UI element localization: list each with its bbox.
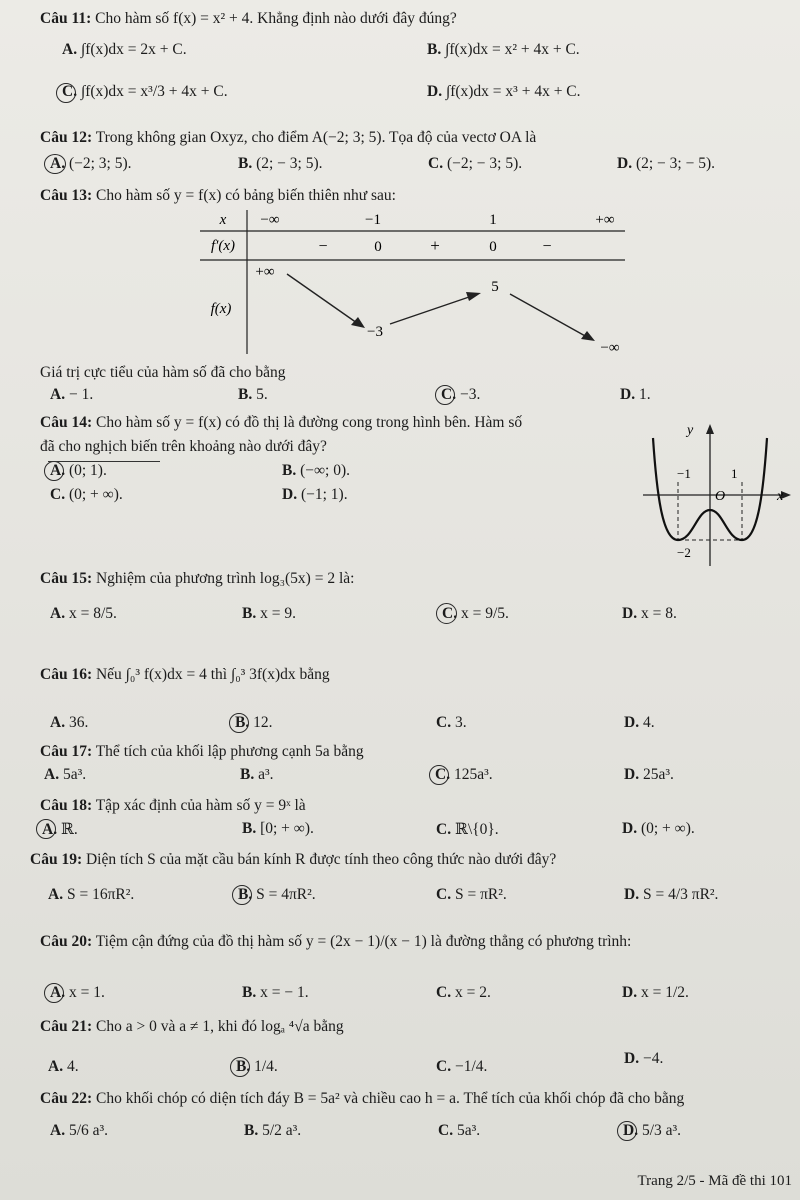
q16-option-a: A. 36. xyxy=(50,714,89,731)
q19-option-d: D. S = 4/3 πR². xyxy=(624,886,719,903)
question-label: Câu 17: xyxy=(40,743,93,760)
q17-option-a: A. 5a³. xyxy=(44,766,87,783)
q22-option-c: C. 5a³. xyxy=(438,1122,481,1139)
question-label: Câu 14: xyxy=(40,414,93,431)
question-text: Diện tích S của mặt cầu bán kính R được tính theo công thức nào dưới đây? xyxy=(85,851,557,868)
q22-option-d: D. 5/3 a³. xyxy=(623,1122,682,1139)
arrow-head xyxy=(466,292,481,301)
q19-option-a: A. S = 16πR². xyxy=(48,886,135,903)
q13-option-b: B. 5. xyxy=(238,386,268,403)
q12-option-a: A. (−2; 3; 5). xyxy=(50,155,132,172)
q18-option-c: C. ℝ\{0}. xyxy=(436,821,499,838)
y-axis-arrow xyxy=(706,424,714,434)
fp-sign: − xyxy=(542,238,552,255)
f-value: −∞ xyxy=(600,340,620,356)
question-label: Câu 19: xyxy=(30,851,83,868)
q17-option-b: B. a³. xyxy=(240,766,274,783)
f-value: −3 xyxy=(367,324,383,340)
question-14 xyxy=(40,414,522,432)
question-label: Câu 22: xyxy=(40,1090,93,1107)
q16-option-d: D. 4. xyxy=(624,714,655,731)
q15-option-d: D. x = 8. xyxy=(622,605,677,622)
q14-option-d: D. (−1; 1). xyxy=(282,486,348,503)
fp-label: f′(x) xyxy=(210,238,236,254)
f-value: +∞ xyxy=(255,264,275,280)
x-label: x xyxy=(219,212,227,228)
function-graph xyxy=(635,418,795,568)
q19-option-c: C. S = πR². xyxy=(436,886,507,903)
page-footer: Trang 2/5 - Mã đề thi 101 xyxy=(637,1173,792,1189)
q14-option-b: B. (−∞; 0). xyxy=(282,462,351,479)
q13-option-d: D. 1. xyxy=(620,386,651,403)
question-label: Câu 21: xyxy=(40,1018,93,1035)
question-13 xyxy=(40,187,396,205)
question-21 xyxy=(40,1018,344,1036)
question-text: Cho hàm số y = f(x) có đồ thị là đường cong trong hình bên. Hàm số xyxy=(95,414,523,431)
q18-option-b: B. [0; + ∞). xyxy=(242,820,314,837)
handwritten-underline xyxy=(48,461,160,462)
question-text-line2: đã cho nghịch biến trên khoảng nào dưới đây? xyxy=(40,438,327,455)
question-label: Câu 20: xyxy=(40,933,93,950)
question-19 xyxy=(30,851,556,869)
q18-option-d: D. (0; + ∞). xyxy=(622,820,695,837)
question-label: Câu 18: xyxy=(40,797,93,814)
question-text: Thể tích của khối lập phương cạnh 5a bằng xyxy=(95,743,364,760)
variation-table xyxy=(195,206,635,356)
q11-option-d: D. ∫f(x)dx = x³ + 4x + C. xyxy=(427,83,581,100)
origin-label: O xyxy=(715,489,726,504)
q13-followup-text: Giá trị cực tiểu của hàm số đã cho bằng xyxy=(40,364,286,381)
x-value: −∞ xyxy=(260,212,280,228)
q21-option-c: C. −1/4. xyxy=(436,1058,488,1075)
q22-option-a: A. 5/6 a³. xyxy=(50,1122,109,1139)
question-12 xyxy=(40,129,536,147)
q22-option-b: B. 5/2 a³. xyxy=(244,1122,302,1139)
fp-sign: 0 xyxy=(489,239,497,255)
arrow-head xyxy=(351,317,365,328)
fp-sign: 0 xyxy=(374,239,382,255)
question-22 xyxy=(40,1090,684,1108)
q11-option-a: A. ∫f(x)dx = 2x + C. xyxy=(62,41,187,58)
f-value: 5 xyxy=(491,279,499,295)
q12-option-d: D. (2; − 3; − 5). xyxy=(617,155,715,172)
q13-option-c: C. −3. xyxy=(441,386,481,403)
x-axis-label: x xyxy=(777,489,784,504)
q13-option-a: A. − 1. xyxy=(50,386,94,403)
q20-option-b: B. x = − 1. xyxy=(242,984,309,1001)
decreasing-arrow xyxy=(287,274,357,323)
question-text: Tiệm cận đứng của đồ thị hàm số y = (2x − 1)/(x − 1) là đường thẳng có phương trình: xyxy=(95,933,632,950)
question-label: Câu 16: xyxy=(40,666,93,683)
q15-option-c: C. x = 9/5. xyxy=(442,605,509,622)
q20-option-a: A. x = 1. xyxy=(50,984,105,1001)
question-text: Cho hàm số y = f(x) có bảng biến thiên như sau: xyxy=(95,187,396,204)
question-text: Cho khối chóp có diện tích đáy B = 5a² và chiều cao h = a. Thể tích của khối chóp đã cho bằng xyxy=(95,1090,685,1107)
x-value: +∞ xyxy=(595,212,615,228)
q17-option-d: D. 25a³. xyxy=(624,766,674,783)
question-text: Nghiệm của phương trình log₃(5x) = 2 là: xyxy=(95,570,355,587)
question-text: Trong không gian Oxyz, cho điểm A(−2; 3; 5). Tọa độ của vectơ OA là xyxy=(95,129,537,146)
q14-option-c: C. (0; + ∞). xyxy=(50,486,123,503)
question-11 xyxy=(40,10,457,28)
increasing-arrow xyxy=(390,296,472,324)
q20-option-d: D. x = 1/2. xyxy=(622,984,689,1001)
question-label: Câu 15: xyxy=(40,570,93,587)
q21-option-a: A. 4. xyxy=(48,1058,79,1075)
q11-option-c: C. ∫f(x)dx = x³/3 + 4x + C. xyxy=(62,83,228,100)
q14-option-a: A. (0; 1). xyxy=(50,462,107,479)
q11-option-b: B. ∫f(x)dx = x² + 4x + C. xyxy=(427,41,580,58)
tick-label: −1 xyxy=(677,466,691,481)
question-15 xyxy=(40,570,354,588)
question-text: Nếu ∫₀³ f(x)dx = 4 thì ∫₀³ 3f(x)dx bằng xyxy=(95,666,330,683)
decreasing-arrow xyxy=(510,294,587,337)
question-text: Cho a > 0 và a ≠ 1, khi đó logₐ ⁴√a bằng xyxy=(95,1018,344,1035)
q20-option-c: C. x = 2. xyxy=(436,984,491,1001)
q18-option-a: A. ℝ. xyxy=(42,821,78,838)
q19-option-b: B. S = 4πR². xyxy=(238,886,316,903)
question-17 xyxy=(40,743,364,761)
min-label: −2 xyxy=(677,545,691,560)
fp-sign: + xyxy=(430,236,440,255)
question-label: Câu 13: xyxy=(40,187,93,204)
question-text: Tập xác định của hàm số y = 9ˣ là xyxy=(95,797,306,814)
q15-option-b: B. x = 9. xyxy=(242,605,296,622)
question-label: Câu 11: xyxy=(40,10,92,27)
tick-label: 1 xyxy=(731,466,738,481)
q17-option-c: C. 125a³. xyxy=(435,766,493,783)
q12-option-b: B. (2; − 3; 5). xyxy=(238,155,323,172)
arrow-head xyxy=(581,331,595,341)
question-18 xyxy=(40,797,306,815)
question-16 xyxy=(40,666,330,684)
q21-option-b: B. 1/4. xyxy=(236,1058,278,1075)
question-20 xyxy=(40,933,631,951)
q16-option-b: B. 12. xyxy=(235,714,273,731)
q16-option-c: C. 3. xyxy=(436,714,467,731)
x-value: −1 xyxy=(365,212,381,228)
y-axis-label: y xyxy=(687,423,694,438)
f-label: f(x) xyxy=(210,301,232,317)
q15-option-a: A. x = 8/5. xyxy=(50,605,117,622)
fp-sign: − xyxy=(318,238,328,255)
question-label: Câu 12: xyxy=(40,129,93,146)
question-text: Cho hàm số f(x) = x² + 4. Khẳng định nào dưới đây đúng? xyxy=(95,10,457,27)
q12-option-c: C. (−2; − 3; 5). xyxy=(428,155,523,172)
x-value: 1 xyxy=(489,212,497,228)
q21-option-d: D. −4. xyxy=(624,1050,664,1067)
